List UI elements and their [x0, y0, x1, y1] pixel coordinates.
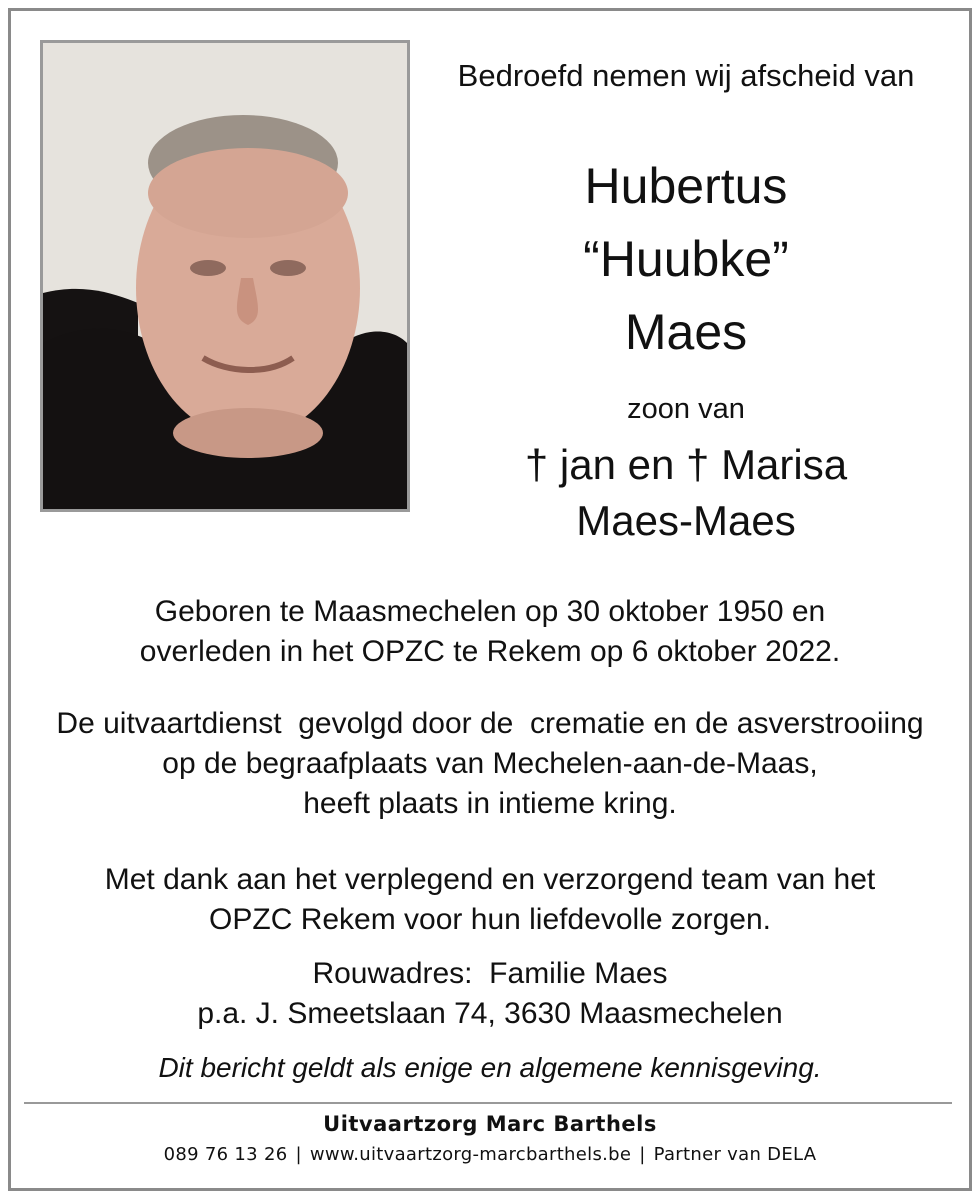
thanks-paragraph [24, 860, 956, 940]
ceremony-line-1: De uitvaartdienst gevolgd door de crematie en de asverstrooiing [56, 707, 924, 740]
parents-line-1: † jan en † Marisa [524, 441, 848, 488]
birth-death-line-1: Geboren te Maasmechelen op 30 oktober 1950 en [154, 595, 826, 628]
parents-line-2: Maes-Maes [576, 497, 796, 544]
undertaker-name: Uitvaartzorg Marc Barthels [323, 1112, 657, 1136]
first-name: Hubertus [584, 158, 788, 214]
birth-death-paragraph [24, 592, 956, 672]
last-name: Maes [624, 304, 748, 360]
ceremony-line-3: heeft plaats in intieme kring. [303, 787, 677, 820]
thanks-line-1: Met dank aan het verplegend en verzorgend team van het [104, 863, 876, 896]
birth-death-line-2: overleden in het OPZC te Rekem op 6 oktober 2022. [139, 635, 841, 668]
thanks-line-2: OPZC Rekem voor hun liefdevolle zorgen. [209, 903, 771, 936]
undertaker-contact [24, 1144, 956, 1165]
website-link[interactable]: www.uitvaartzorg-marcbarthels.be [309, 1144, 632, 1165]
intro-text: Bedroefd nemen wij afscheid van [457, 58, 915, 93]
son-of-label: zoon van [627, 393, 745, 425]
separator: | [295, 1144, 302, 1165]
ceremony-paragraph [24, 704, 956, 824]
phone-number: 089 76 13 26 [163, 1144, 288, 1165]
address-line-2: p.a. J. Smeetslaan 74, 3630 Maasmechelen [197, 997, 783, 1030]
parents-names [430, 437, 942, 549]
deceased-name [430, 150, 942, 369]
partner-text: Partner van DELA [653, 1144, 817, 1165]
separator: | [639, 1144, 646, 1165]
notice-text: Dit bericht geldt als enige en algemene kennisgeving. [158, 1052, 822, 1083]
ceremony-line-2: op de begraafplaats van Mechelen-aan-de-Maas, [162, 747, 818, 780]
address-line-1: Rouwadres: Familie Maes [312, 957, 668, 990]
portrait-illustration [43, 43, 407, 509]
mourning-address [24, 954, 956, 1034]
portrait-photo [40, 40, 410, 512]
footer-divider [24, 1102, 952, 1104]
nickname: “Huubke” [583, 231, 789, 287]
